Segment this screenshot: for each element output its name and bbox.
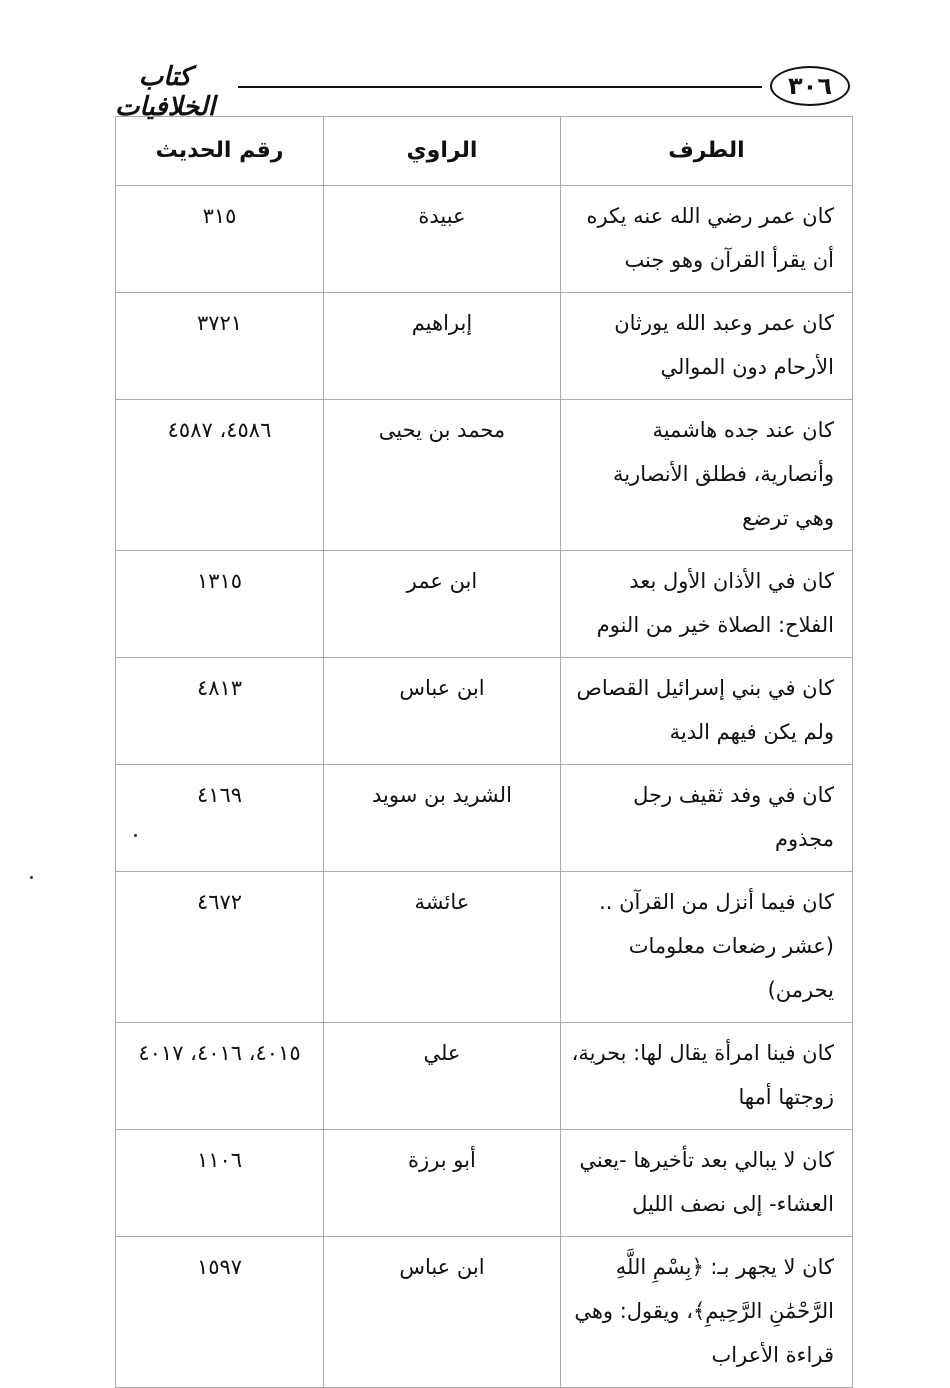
taraf-cell: كان فيما أنزل من القرآن .. (عشر رضعات معلومات يحرمن) [560,872,852,1023]
hadith-number-cell: ٣١٥ [116,186,324,293]
taraf-cell: كان عمر رضي الله عنه يكره أن يقرأ القرآن وهو جنب [560,186,852,293]
header-rule [238,86,762,88]
hadith-number-cell: ٣٧٢١ [116,293,324,400]
hadith-number-cell: ٤٠١٥، ٤٠١٦، ٤٠١٧ [116,1023,324,1130]
hadith-number-cell: ٤٥٨٦، ٤٥٨٧ [116,400,324,551]
table-row [116,186,853,293]
hadith-number-cell: ٤١٦٩ [116,765,324,872]
hadith-number-cell: ١٣١٥ [116,551,324,658]
rawi-cell: أبو برزة [324,1130,561,1237]
rawi-cell: ابن عمر [324,551,561,658]
taraf-cell: كان عند جده هاشمية وأنصارية، فطلق الأنصارية وهي ترضع [560,400,852,551]
rawi-cell: محمد بن يحيى [324,400,561,551]
rawi-cell: الشريد بن سويد [324,765,561,872]
rawi-cell: ابن عباس [324,658,561,765]
table-row [116,765,853,872]
column-header-taraf: الطرف [560,117,852,186]
table-row [116,400,853,551]
taraf-cell: كان عمر وعبد الله يورثان الأرحام دون الموالي [560,293,852,400]
hadith-number-cell: ١١٠٦ [116,1130,324,1237]
table-row [116,1130,853,1237]
page-number: ٣٠٦ [770,66,850,106]
hadith-number-cell: ٤٦٧٢ [116,872,324,1023]
taraf-cell: كان في بني إسرائيل القصاص ولم يكن فيهم الدية [560,658,852,765]
column-header-rawi: الراوي [324,117,561,186]
taraf-cell: كان فينا امرأة يقال لها: بحرية، زوجتها أمها [560,1023,852,1130]
table-row [116,1237,853,1388]
column-header-number: رقم الحديث [116,117,324,186]
table-header-row [116,117,853,186]
table-row [116,293,853,400]
table-row [116,872,853,1023]
rawi-cell: علي [324,1023,561,1130]
table-row [116,658,853,765]
table-row [116,551,853,658]
scan-speck [30,876,33,879]
taraf-cell: كان في وفد ثقيف رجل مجذوم [560,765,852,872]
rawi-cell: عائشة [324,872,561,1023]
rawi-cell: إبراهيم [324,293,561,400]
rawi-cell: ابن عباس [324,1237,561,1388]
taraf-cell: كان لا يبالي بعد تأخيرها -يعني العشاء- إلى نصف الليل [560,1130,852,1237]
hadith-index-table [115,116,853,1388]
taraf-cell: كان لا يجهر بـ: ﴿بِسْمِ اللَّهِ الرَّحْمَٰنِ الرَّحِيمِ﴾، ويقول: وهي قراءة الأعراب [560,1237,852,1388]
taraf-cell: كان في الأذان الأول بعد الفلاح: الصلاة خير من النوم [560,551,852,658]
hadith-number-cell: ١٥٩٧ [116,1237,324,1388]
book-title: كتاب الخلافيات [114,62,216,122]
rawi-cell: عبيدة [324,186,561,293]
scan-speck [134,834,137,837]
hadith-number-cell: ٤٨١٣ [116,658,324,765]
page-header [100,62,850,122]
table-row [116,1023,853,1130]
